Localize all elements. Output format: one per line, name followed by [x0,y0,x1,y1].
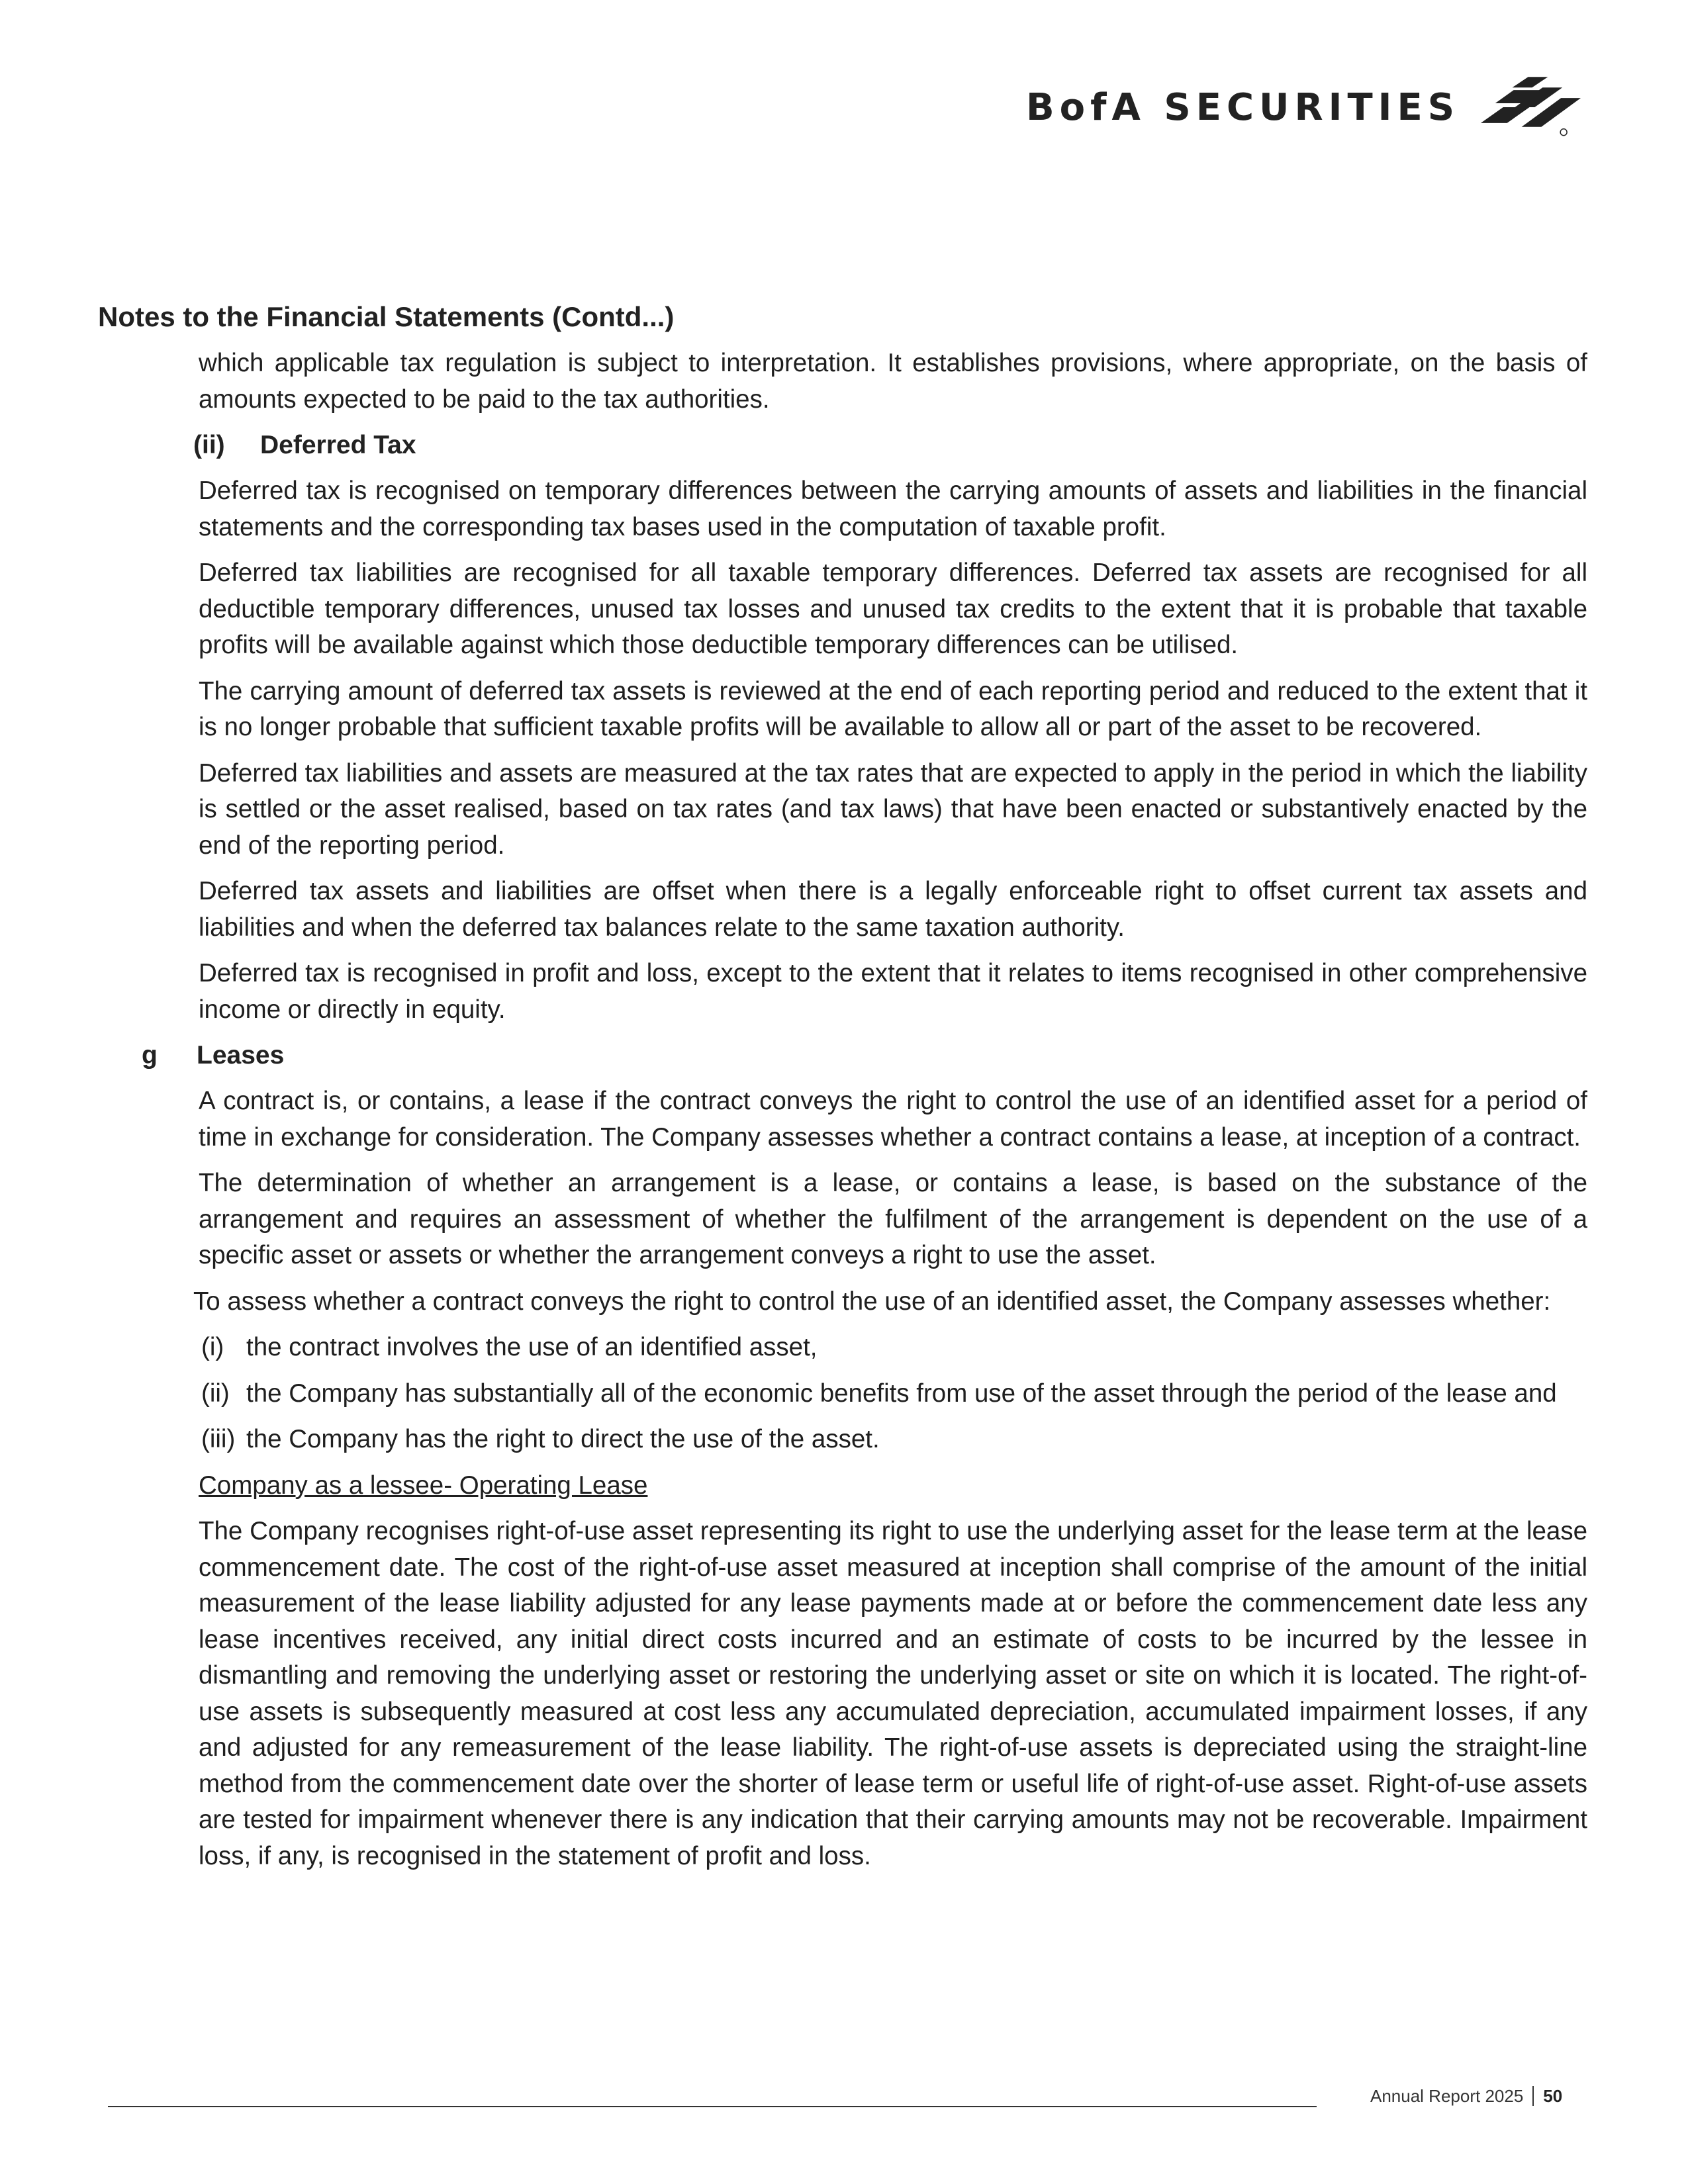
footer-rule [108,2106,1317,2107]
page-number: 50 [1543,2086,1563,2106]
list-item [0,1330,1688,1366]
page-title: Notes to the Financial Statements (Contd...) [98,301,675,332]
leases-paragraph: The determination of whether an arrangement is a lease, or contains a lease, is based on the substance of the arrangement and requires an assessment of whether the fulfilment of the arrangement is dependent on the use of a specific asset or assets or whether the arrangement conveys a right to use the asset. [199,1169,1587,1269]
section-title: Leases [197,1041,285,1069]
deferred-tax-paragraph: Deferred tax is recognised on temporary differences between the carrying amounts of assets and liabilities in the financial statements and the corresponding tax bases used in the computation of taxable profit. [199,477,1587,541]
list-text: the Company has substantially all of the economic benefits from use of the asset through the period of the lease and [246,1379,1557,1408]
flag-logo-icon [1477,74,1589,140]
deferred-tax-paragraph: Deferred tax is recognised in profit and loss, except to the extent that it relates to items recognised in other comprehensive income or directly in equity. [199,959,1587,1024]
section-marker: g [142,1041,158,1069]
deferred-tax-paragraph: The carrying amount of deferred tax assets is reviewed at the end of each reporting period and reduced to the extent that it is no longer probable that sufficient taxable profits will be available to allow all or part of the asset to be recovered. [199,676,1587,741]
section-marker: (ii) [193,431,225,459]
list-item [0,1422,1688,1458]
list-marker: (ii) [201,1379,230,1408]
list-text: the Company has the right to direct the use of the asset. [246,1425,880,1453]
intro-paragraph: which applicable tax regulation is subject to interpretation. It establishes provisions, where appropriate, on the basis of amounts expected to be paid to the tax authorities. [199,349,1587,414]
brand-logo [1026,74,1589,140]
list-text: the contract involves the use of an identified asset, [246,1333,818,1361]
section-title: Deferred Tax [260,431,416,459]
leases-paragraph: A contract is, or contains, a lease if the contract conveys the right to control the use of an identified asset for a period of time in exchange for consideration. The Company assesses whether a contract contains a lease, at inception of a contract. [199,1087,1587,1152]
lessee-subheading: Company as a lessee- Operating Lease [199,1471,648,1500]
footer-report-label: Annual Report 2025 [1370,2086,1524,2106]
deferred-tax-paragraph: Deferred tax liabilities and assets are measured at the tax rates that are expected to apply in the period in which the liability is settled or the asset realised, based on tax rates (and tax laws) that have been enacted or substantively enacted by the end of the reporting period. [199,758,1587,860]
footer [1370,2085,1562,2107]
footer-divider [1532,2086,1534,2106]
section-heading-deferred-tax [0,428,1688,463]
section-heading-leases [0,1038,1688,1073]
list-marker: (i) [201,1333,224,1361]
lessee-paragraph: The Company recognises right-of-use asset representing its right to use the underlying asset for the lease term at the lease commencement date. The cost of the right-of-use asset measured at inception shall comprise of the amount of the initial measurement of the lease liability adjusted for any lease payments made at or before the commencement date less any lease incentives received, any initial direct costs incurred and an estimate of costs to be incurred by the lessee in dismantling and removing the underlying asset or restoring the underlying asset or site on which it is located. The right-of-use assets is subsequently measured at cost less any accumulated depreciation, accumulated impairment losses, if any and adjusted for any remeasurement of the lease liability. The right-of-use assets is depreciated using the straight-line method from the commencement date over the shorter of lease term or useful life of right-of-use asset. Right-of-use assets are tested for impairment whenever there is any indication that their carrying amounts may not be recoverable. Impairment loss, if any, is recognised in the statement of profit and loss. [199,1517,1587,1870]
brand-wordmark: BofA SECURITIES [1026,85,1460,129]
document-body [0,345,1688,1874]
deferred-tax-paragraph: Deferred tax assets and liabilities are offset when there is a legally enforceable right to offset current tax assets and liabilities and when the deferred tax balances relate to the same taxation authority. [199,877,1587,942]
deferred-tax-paragraph: Deferred tax liabilities are recognised for all taxable temporary differences. Deferred tax assets are recognised for all deductible temporary differences, unused tax losses and unused tax credits to the extent that it is probable that taxable profits will be available against which those deductible temporary differences can be utilised. [199,559,1587,659]
list-item [0,1376,1688,1412]
assess-intro: To assess whether a contract conveys the right to control the use of an identified asset, the Company assesses whether: [193,1287,1551,1316]
list-marker: (iii) [201,1425,236,1453]
